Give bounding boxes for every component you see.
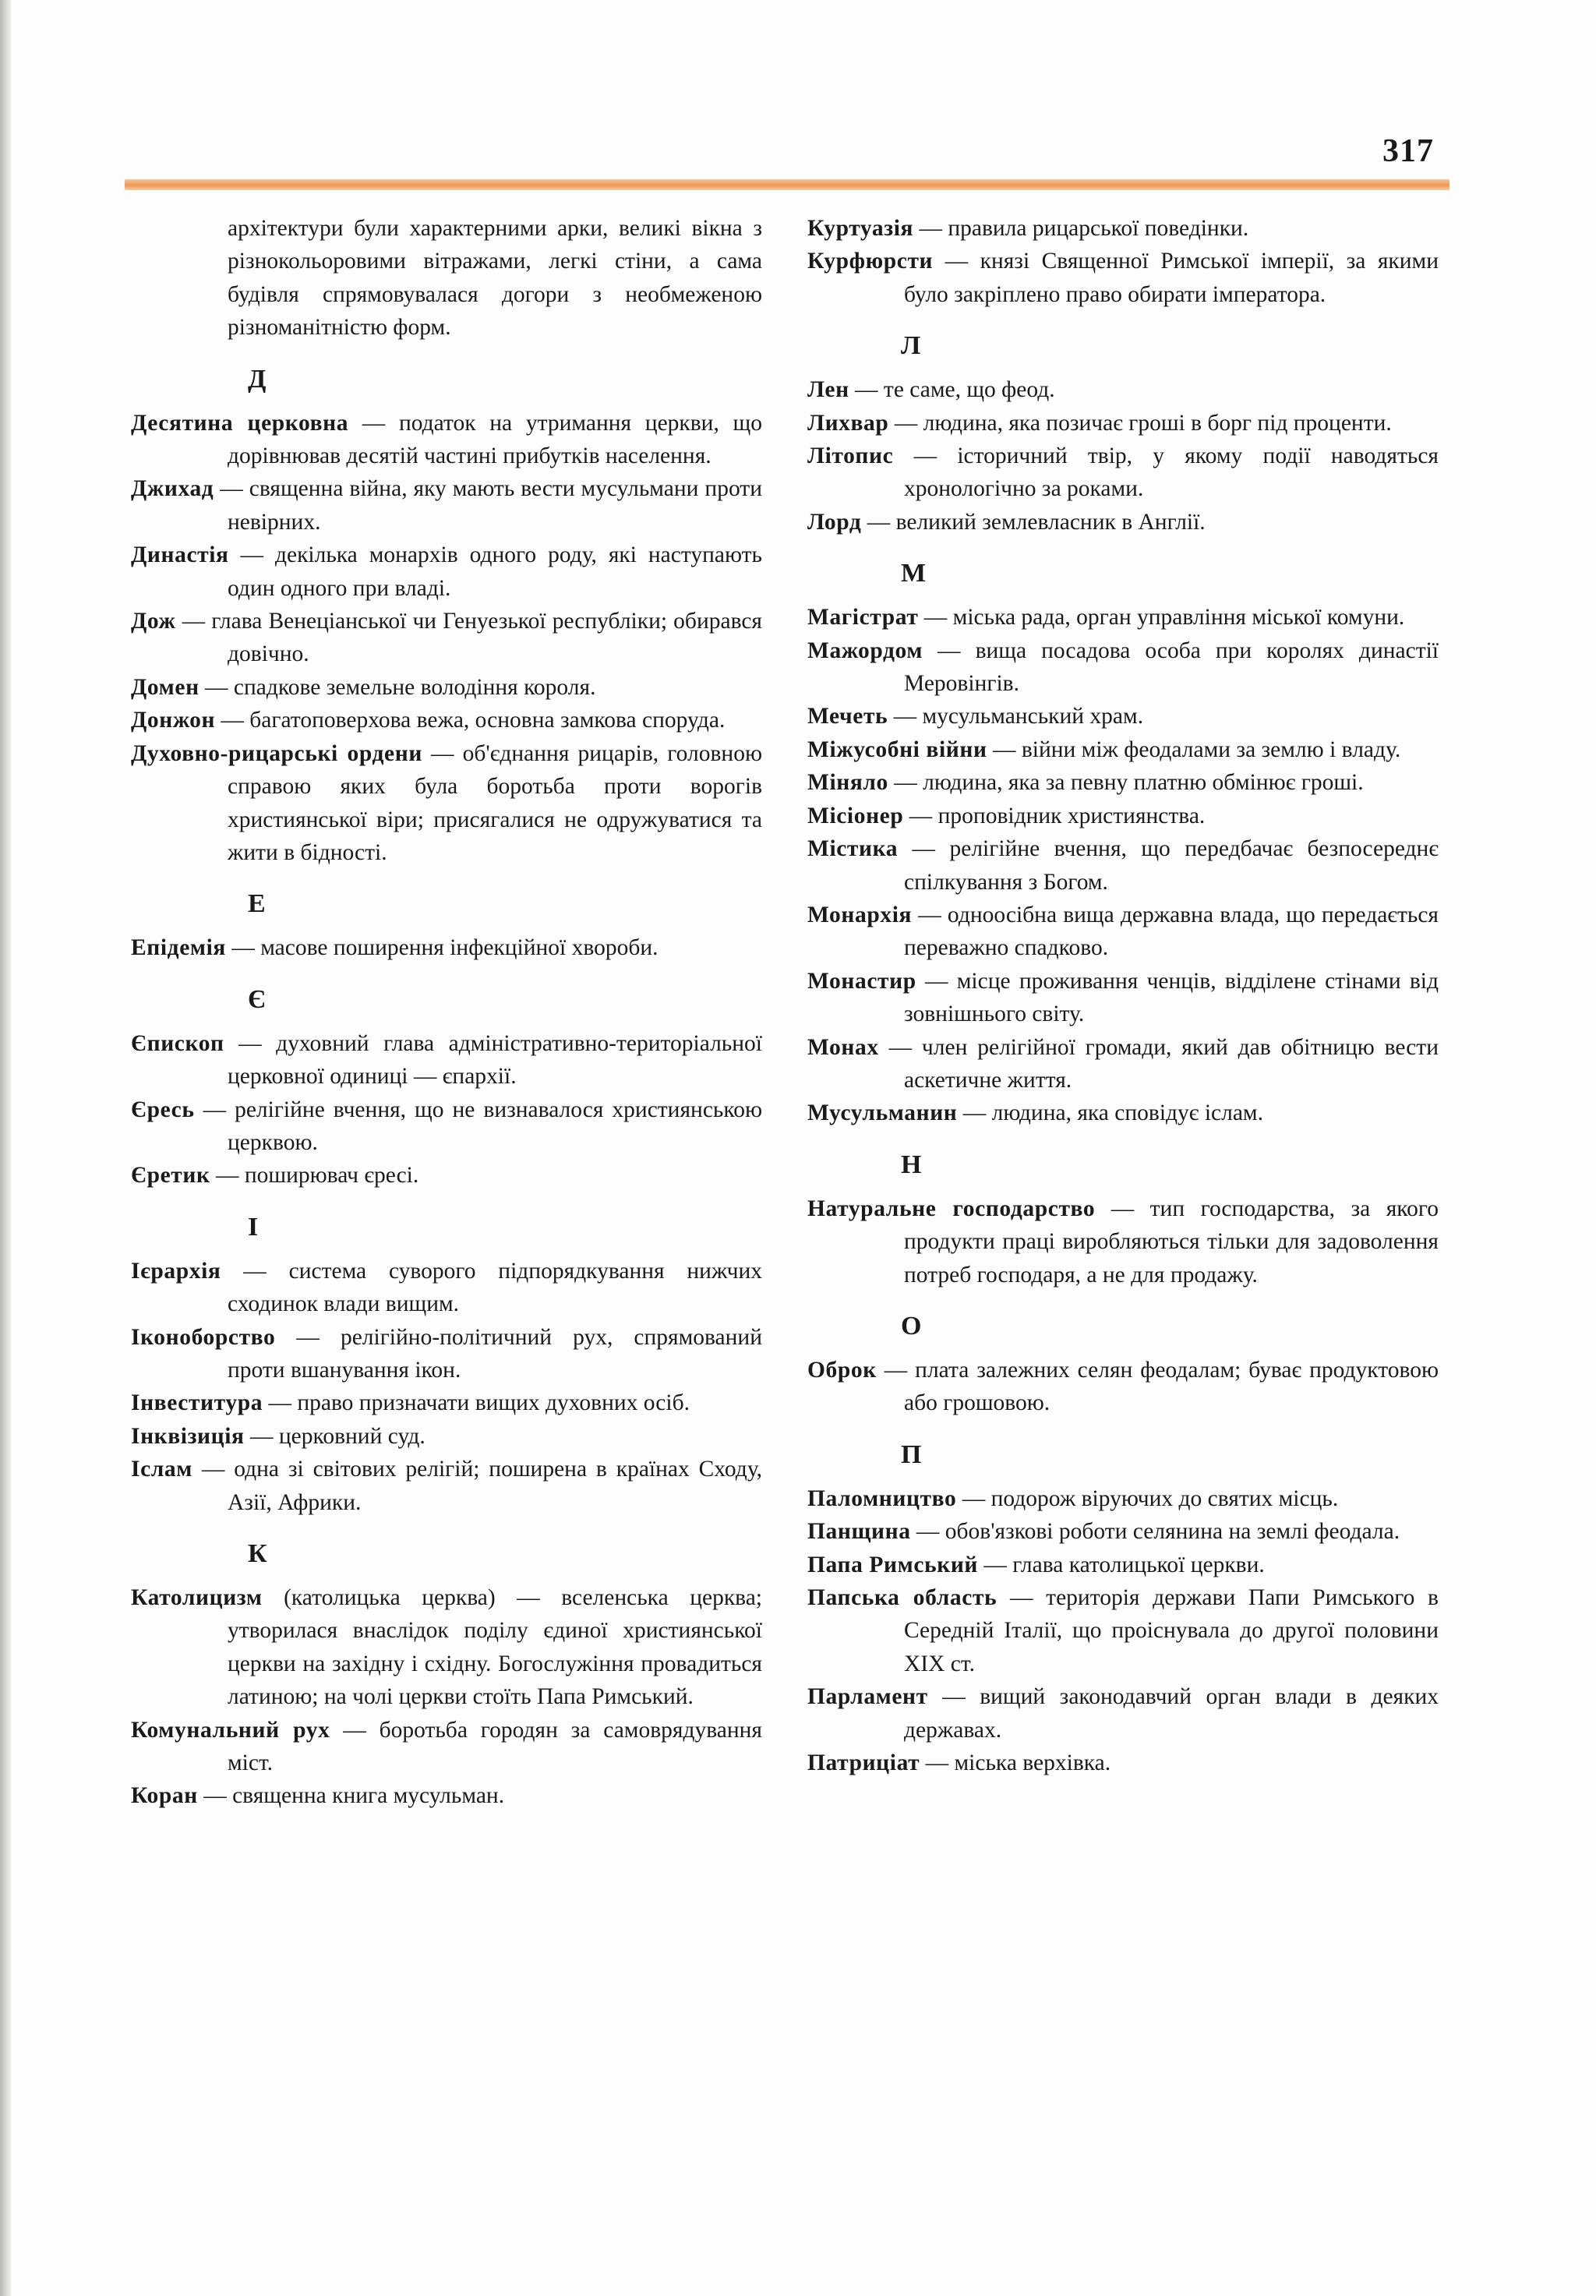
glossary-entry xyxy=(807,245,1439,311)
entry-definition: — історичний твір, у якому події наводяться хронологічно за роками. xyxy=(893,443,1439,502)
entry-term: Ієрархія xyxy=(131,1258,221,1284)
entry-definition: — мусульманський храм. xyxy=(888,704,1144,729)
entry-term: Комунальний рух xyxy=(131,1717,330,1743)
entry-term: Папа Римський xyxy=(807,1552,979,1577)
glossary-entry xyxy=(131,671,762,704)
glossary-entry xyxy=(807,1680,1439,1747)
entry-term: Панщина xyxy=(807,1519,911,1545)
entry-definition: — релігійне вчення, що не визнавалося християнською церквою. xyxy=(194,1097,762,1155)
entry-term: Монархія xyxy=(807,902,913,927)
entry-definition: — глава Венеціанської чи Генуезької республіки; обирався довічно. xyxy=(175,609,762,667)
entry-term: Літопис xyxy=(807,443,894,469)
glossary-entry xyxy=(807,1354,1439,1420)
entry-continuation: архітектури були характерними арки, великі вікна з різнокольоровими вітражами, легкі стіни, а сама будівля спрямовувалася догори з необмеженою різноманітністю форм. xyxy=(228,216,762,341)
entry-definition: (католицька церква) — вселенська церква; утворилася внаслідок поділу єдиної християнської церкви на західну і східну. Богослужіння провадиться латиною; на чолі церкви стоїть Папа Римський. xyxy=(228,1585,762,1710)
entry-term: Десятина церковна xyxy=(131,410,349,436)
entry-definition: — великий землевласник в Англії. xyxy=(861,509,1206,535)
entry-term: Монах xyxy=(807,1034,879,1060)
entry-definition: — релігійно-політичний рух, спрямований проти вшанування ікон. xyxy=(228,1324,762,1383)
entry-term: Коран xyxy=(131,1783,198,1809)
entry-term: Магістрат xyxy=(807,605,919,631)
glossary-entry xyxy=(807,506,1439,539)
entry-term: Курфюрсти xyxy=(807,249,934,274)
entry-term: Католицизм xyxy=(131,1585,263,1610)
entry-term: Донжон xyxy=(131,708,216,733)
entry-definition: — духовний глава адміністративно-територіальної церковної одиниці — єпархії. xyxy=(224,1030,762,1090)
entry-term: Іслам xyxy=(131,1457,192,1482)
entry-definition: — подорож віруючих до святих місць. xyxy=(956,1485,1339,1511)
glossary-entry xyxy=(807,1192,1439,1291)
glossary-entry xyxy=(807,832,1439,899)
glossary-entry xyxy=(807,965,1439,1031)
glossary-entry xyxy=(131,1420,762,1453)
entry-definition: — об'єднання рицарів, головною справою яких була боротьба проти ворогів християнської віри; присягалися не одружуватися та жити в бідності. xyxy=(228,740,762,865)
glossary-entry xyxy=(131,1027,762,1093)
entry-term: Куртуазія xyxy=(807,216,914,241)
glossary-entry xyxy=(807,899,1439,965)
glossary-entry xyxy=(131,737,762,870)
glossary-entry xyxy=(131,1714,762,1780)
entry-definition: — спадкове земельне володіння короля. xyxy=(199,674,596,700)
entry-definition: — місце проживання ченців, відділене стінами від зовнішнього світу. xyxy=(904,968,1439,1027)
entry-definition: — обов'язкові роботи селянина на землі феодала. xyxy=(910,1519,1400,1545)
entry-term: Єпископ xyxy=(131,1030,224,1056)
entry-term: Лихвар xyxy=(807,410,889,436)
glossary-entry xyxy=(807,407,1439,440)
entry-term: Патриціат xyxy=(807,1750,920,1776)
entry-definition: — система суворого підпорядкування нижчих сходинок влади вищим. xyxy=(221,1258,762,1317)
section-letter: Є xyxy=(248,984,267,1014)
entry-definition: — одноосібна вища державна влада, що передається переважно спадково. xyxy=(904,902,1439,961)
glossary-entry xyxy=(807,1482,1439,1515)
entry-term: Інквізиція xyxy=(131,1423,245,1449)
entry-term: Династія xyxy=(131,542,229,568)
entry-term: Джихад xyxy=(131,476,214,502)
entry-definition: — проповідник християнства. xyxy=(903,803,1206,828)
section-letter: Л xyxy=(901,331,921,361)
glossary-entry xyxy=(131,539,762,605)
entry-term: Іконоборство xyxy=(131,1324,276,1350)
entry-term: Єретик xyxy=(131,1163,210,1189)
glossary-entry xyxy=(807,1031,1439,1097)
entry-term: Оброк xyxy=(807,1357,877,1383)
section-letter: О xyxy=(901,1311,922,1341)
glossary-entry xyxy=(807,733,1439,766)
entry-definition: — член релігійної громади, який дав обітницю вести аскетичне життя. xyxy=(878,1034,1439,1093)
entry-definition: — право призначати вищих духовних осіб. xyxy=(263,1390,690,1416)
entry-term: Парламент xyxy=(807,1684,928,1710)
entry-term: Дож xyxy=(131,609,176,634)
glossary-entry xyxy=(807,1549,1439,1581)
glossary-entry xyxy=(807,1097,1439,1129)
section-letter: Е xyxy=(248,889,266,919)
entry-term: Єресь xyxy=(131,1097,195,1122)
entry-term: Мусульманин xyxy=(807,1100,958,1126)
entry-definition: — вищий законодавчий орган влади в деяких державах. xyxy=(904,1684,1439,1743)
entry-definition: — міська рада, орган управління міської комуни. xyxy=(918,605,1405,631)
entry-definition: — церковний суд. xyxy=(244,1423,425,1449)
glossary-entry xyxy=(807,1581,1439,1680)
entry-definition: — вища посадова особа при королях династії Меровінгів. xyxy=(904,638,1439,697)
entry-definition: — людина, яка за певну платню обмінює гроші. xyxy=(888,770,1364,796)
entry-definition: — глава католицької церкви. xyxy=(978,1552,1265,1577)
entry-definition: — одна зі світових релігій; поширена в країнах Сходу, Азії, Африки. xyxy=(192,1457,762,1515)
entry-term: Мечеть xyxy=(807,704,888,729)
entry-term: Натуральне господарство xyxy=(807,1196,1096,1221)
glossary-entry xyxy=(131,704,762,736)
glossary-entry xyxy=(131,1093,762,1160)
glossary-entry xyxy=(807,1747,1439,1779)
entry-term: Місіонер xyxy=(807,803,904,828)
entry-definition: — плата залежних селян феодалам; буває продуктовою або грошовою. xyxy=(876,1357,1439,1416)
page-number: 317 xyxy=(1382,133,1434,169)
entry-term: Духовно-рицарські ордени xyxy=(131,740,422,766)
glossary-entry xyxy=(131,931,762,964)
page-binding-shadow xyxy=(0,0,11,2296)
entry-definition: — масове поширення інфекційної хвороби. xyxy=(225,935,659,961)
entry-definition: — людина, яка сповідує іслам. xyxy=(957,1100,1263,1126)
entry-definition: — поширювач єресі. xyxy=(210,1163,419,1189)
entry-definition: — релігійне вчення, що передбачає безпосереднє спілкування з Богом. xyxy=(898,836,1439,895)
glossary-entry xyxy=(807,766,1439,799)
header-rule xyxy=(125,179,1449,190)
entry-definition: — людина, яка позичає гроші в борг під проценти. xyxy=(888,410,1392,436)
glossary-entry xyxy=(807,700,1439,733)
entry-definition: — декілька монархів одного роду, які наступають один одного при владі. xyxy=(228,542,762,601)
entry-term: Містика xyxy=(807,836,899,862)
entry-definition: — податок на утримання церкви, що дорівнював десятій частині прибутків населення. xyxy=(228,410,762,469)
glossary-entry xyxy=(807,601,1439,634)
entry-definition: — правила рицарської поведінки. xyxy=(913,216,1249,241)
entry-term: Міняло xyxy=(807,770,888,796)
glossary-entry xyxy=(131,1581,762,1714)
entry-definition: — тип господарства, за якого продукти праці виробляються тільки для задоволення потреб господаря, а не для продажу. xyxy=(904,1196,1439,1288)
glossary-entry xyxy=(807,634,1439,701)
glossary-entry xyxy=(131,1386,762,1419)
section-letter: Н xyxy=(901,1150,922,1179)
entry-term: Міжусобні війни xyxy=(807,736,987,762)
left-column xyxy=(131,212,762,1813)
entry-term: Інвеститура xyxy=(131,1390,263,1416)
entry-definition: — священна книга мусульман. xyxy=(197,1783,505,1809)
glossary-entry xyxy=(131,1159,762,1192)
section-letter: І xyxy=(248,1212,259,1242)
entry-term: Лорд xyxy=(807,509,862,535)
glossary-entry xyxy=(807,440,1439,506)
entry-definition: — багатоповерхова вежа, основна замкова споруда. xyxy=(215,708,726,733)
right-column xyxy=(807,212,1439,1779)
entry-term: Лен xyxy=(807,377,849,403)
entry-definition: — міська верхівка. xyxy=(920,1750,1111,1776)
entry-term: Мажордом xyxy=(807,638,923,663)
entry-definition: — священна війна, яку мають вести мусульмани проти невірних. xyxy=(214,476,762,535)
entry-term: Монастир xyxy=(807,968,916,994)
glossary-entry xyxy=(131,1779,762,1812)
entry-definition: — боротьба городян за самоврядування міст. xyxy=(228,1717,762,1776)
section-letter: К xyxy=(248,1539,267,1568)
section-letter: П xyxy=(901,1439,922,1469)
entry-term: Папська область xyxy=(807,1585,998,1610)
entry-definition: — війни між феодалами за землю і владу. xyxy=(987,736,1401,762)
glossary-entry xyxy=(131,1255,762,1321)
glossary-entry xyxy=(807,1515,1439,1548)
entry-term: Епідемія xyxy=(131,935,226,961)
entry-term: Домен xyxy=(131,674,200,700)
entry-definition: — те саме, що феод. xyxy=(849,377,1055,403)
glossary-entry xyxy=(807,800,1439,832)
entry-term: Паломництво xyxy=(807,1485,957,1511)
glossary-entry xyxy=(131,1453,762,1519)
glossary-entry xyxy=(131,472,762,539)
entry-definition: — князі Священної Римської імперії, за якими було закріплено право обирати імператора. xyxy=(904,249,1439,307)
glossary-entry xyxy=(131,605,762,671)
entry-definition: — територія держави Папи Римського в Середній Італії, що проіснувала до другої половини XIX ст. xyxy=(904,1585,1439,1676)
glossary-entry xyxy=(807,212,1439,245)
section-letter: М xyxy=(901,559,927,588)
glossary-entry xyxy=(131,407,762,473)
glossary-entry xyxy=(131,1321,762,1387)
glossary-entry xyxy=(807,373,1439,406)
section-letter: Д xyxy=(248,364,267,394)
